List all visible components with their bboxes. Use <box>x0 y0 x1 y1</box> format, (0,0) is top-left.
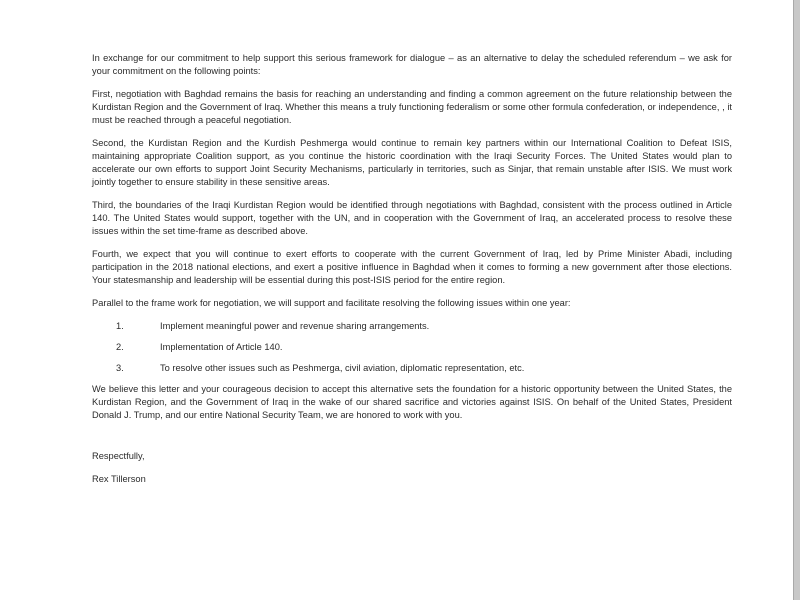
intro-paragraph: In exchange for our commitment to help support this serious framework for dialogue – as an alternative to delay the scheduled referendum – we ask for your commitment on the following points: <box>92 53 732 76</box>
issues-list <box>92 320 732 375</box>
final-paragraph: We believe this letter and your courageous decision to accept this alternative sets the foundation for a historic opportunity between the United States, the Kurdistan Region, and the Government of Iraq in the wake of our shared sacrifice and victories against ISIS. On behalf of the United States, President Donald J. Trump, and our entire National Security Team, we are honored to work with you. <box>92 384 732 420</box>
point-fourth-paragraph: Fourth, we expect that you will continue to exert efforts to cooperate with the current Government of Iraq, led by Prime Minister Abadi, including participation in the 2018 national elections, and exert a positive influence in Baghdad when it comes to forming a new government after those elections. Your statesmanship and leadership will be essential during this post-ISIS period for the entire region. <box>92 249 732 285</box>
list-item-number: 3. <box>116 363 124 373</box>
list-item-text: Implement meaningful power and revenue sharing arrangements. <box>160 321 430 331</box>
list-item-number: 2. <box>116 342 124 352</box>
list-item-number: 1. <box>116 321 124 331</box>
closing-salutation: Respectfully, <box>92 451 145 461</box>
parallel-paragraph: Parallel to the frame work for negotiation, we will support and facilitate resolving the following issues within one year: <box>92 298 571 308</box>
list-item <box>92 362 732 375</box>
list-item <box>92 320 732 333</box>
letter-body <box>92 52 732 496</box>
list-item <box>92 341 732 354</box>
point-first-paragraph: First, negotiation with Baghdad remains the basis for reaching an understanding and finding a common agreement on the future relationship between the Kurdistan Region and the Government of Iraq. Whether this means a truly functioning federalism or some other formula confederation, or independence, , it must be reached through a peaceful negotiation. <box>92 89 732 125</box>
signer-name: Rex Tillerson <box>92 474 146 484</box>
point-third-paragraph: Third, the boundaries of the Iraqi Kurdistan Region would be identified through negotiations with Baghdad, consistent with the process outlined in Article 140. The United States would support, together with the UN, and in cooperation with the Government of Iraq, an accelerated process to resolve these issues within the set time-frame as described above. <box>92 200 732 236</box>
page-edge <box>793 0 800 600</box>
list-item-text: Implementation of Article 140. <box>160 342 283 352</box>
list-item-text: To resolve other issues such as Peshmerga, civil aviation, diplomatic representation, etc. <box>160 363 525 373</box>
point-second-paragraph: Second, the Kurdistan Region and the Kurdish Peshmerga would continue to remain key partners within our International Coalition to Defeat ISIS, maintaining appropriate Coalition support, as you continue the historic coordination with the Iraqi Security Forces. The United States would plan to accelerate our own efforts to support Joint Security Mechanisms, particularly in territories, such as Sinjar, that remain unstable after ISIS. We must work jointly together to ensure stability in these sensitive areas. <box>92 138 732 187</box>
